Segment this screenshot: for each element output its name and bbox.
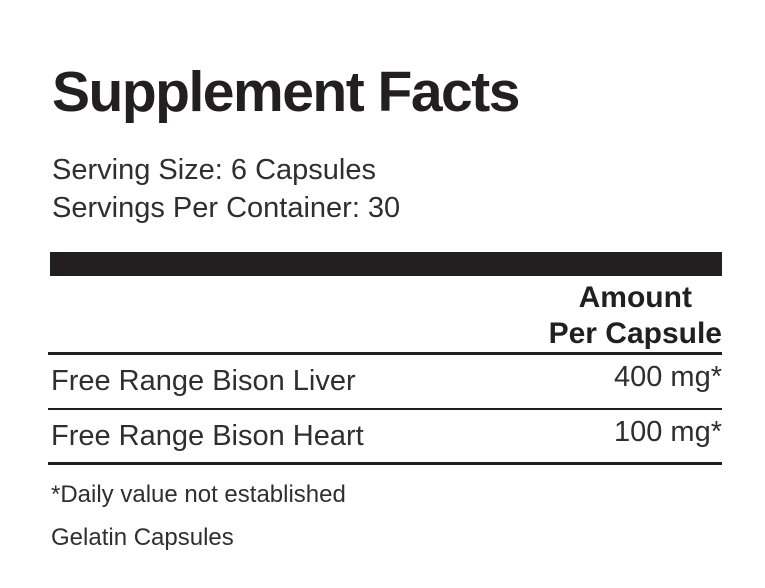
amount-per-capsule-header <box>549 280 722 352</box>
serving-info <box>52 151 400 227</box>
daily-value-footnote: *Daily value not established <box>51 481 346 508</box>
serving-size-text: Serving Size: 6 Capsules <box>52 154 376 186</box>
amount-header-line2: Per Capsule <box>548 317 722 350</box>
servings-per-container-text: Servings Per Container: 30 <box>52 192 401 224</box>
ingredient-name: Free Range Bison Heart <box>51 419 364 452</box>
ingredient-amount: 400 mg* <box>613 361 722 393</box>
table-row <box>48 355 722 410</box>
capsule-type-note: Gelatin Capsules <box>51 524 234 551</box>
thick-separator-bar <box>50 252 722 276</box>
label-title: Supplement Facts <box>52 60 519 124</box>
table-row <box>48 410 722 465</box>
ingredients-table <box>48 355 722 465</box>
amount-header-line1: Amount <box>578 281 692 314</box>
ingredient-name: Free Range Bison Liver <box>51 365 356 397</box>
ingredient-amount: 100 mg* <box>613 415 722 448</box>
